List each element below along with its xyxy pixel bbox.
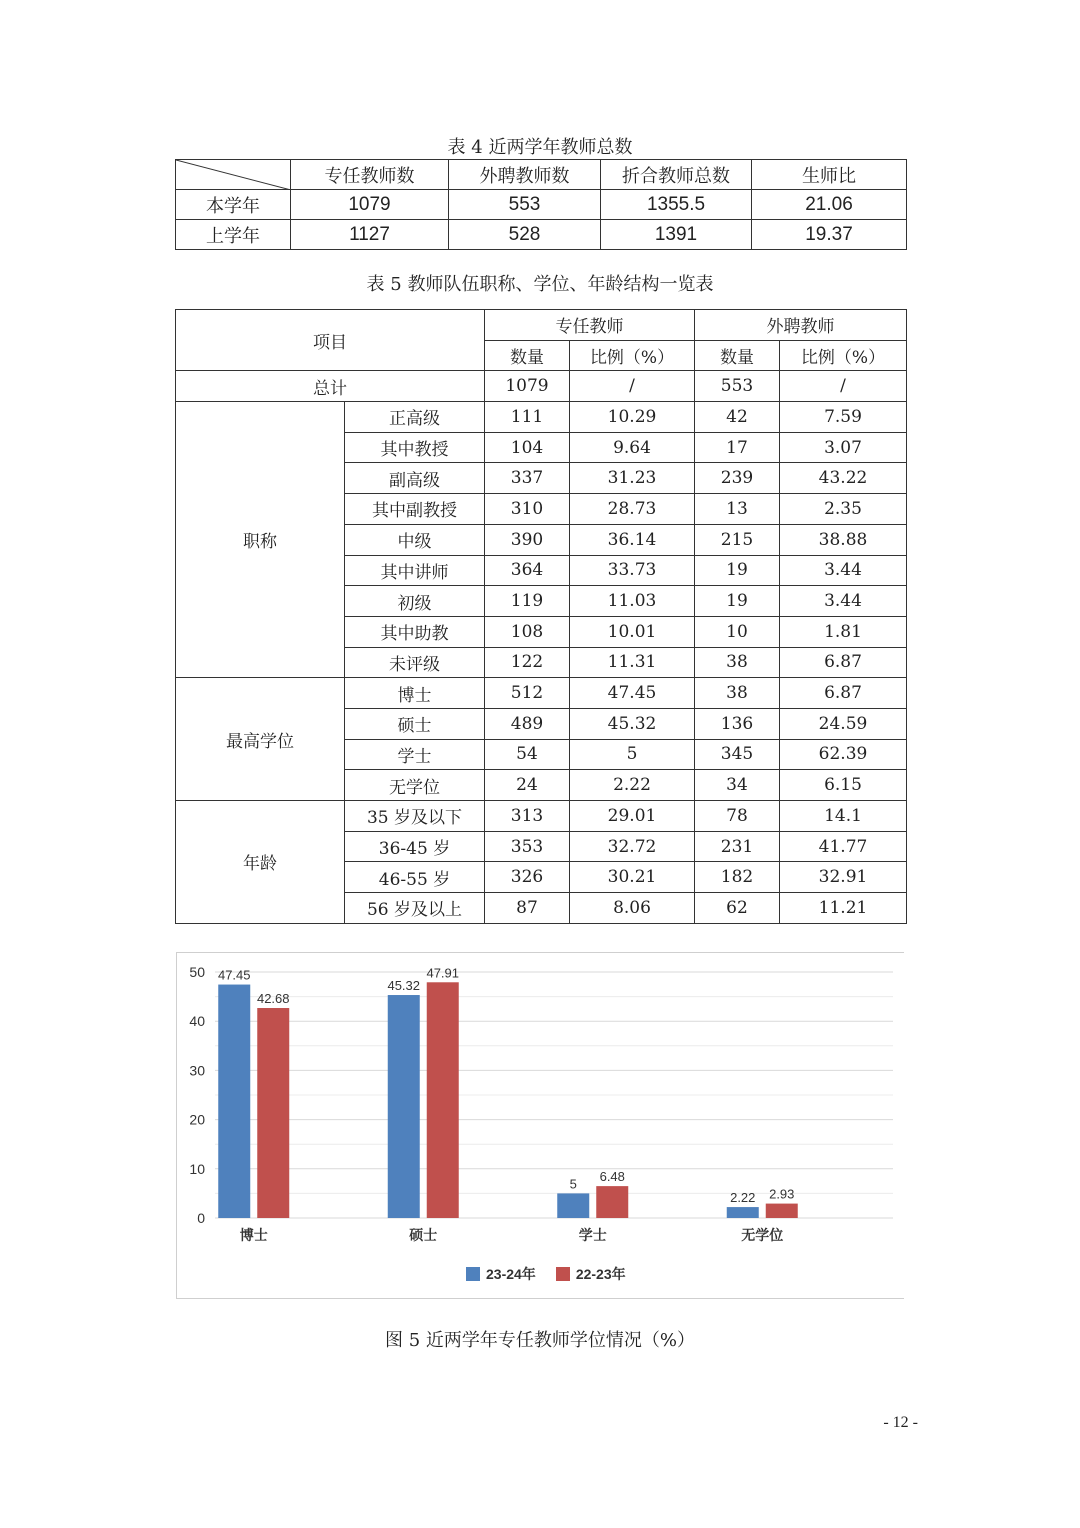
table-cell: 10.29 xyxy=(570,402,695,433)
degree-bar-chart-svg xyxy=(177,953,904,1298)
table-cell: 19 xyxy=(695,586,780,617)
table-cell: 326 xyxy=(485,862,570,893)
table-cell: 528 xyxy=(449,220,601,250)
header-ratio: 比例（%） xyxy=(570,340,695,371)
table-cell: 21.06 xyxy=(752,190,907,220)
table-cell: 512 xyxy=(485,678,570,709)
section-label: 职称 xyxy=(176,402,345,678)
header-count: 数量 xyxy=(695,340,780,371)
header-fulltime: 专任教师 xyxy=(485,310,695,341)
header-count: 数量 xyxy=(485,340,570,371)
table-cell: 24.59 xyxy=(780,708,907,739)
y-tick-label: 20 xyxy=(189,1111,205,1128)
table-cell: 14.1 xyxy=(780,801,907,832)
y-tick-label: 40 xyxy=(189,1013,205,1030)
table-cell: 337 xyxy=(485,463,570,494)
table-cell: 10 xyxy=(695,616,780,647)
table-cell: 19.37 xyxy=(752,220,907,250)
table-row xyxy=(176,801,907,832)
table-cell: 122 xyxy=(485,647,570,678)
teacher-total-table xyxy=(175,159,907,250)
table-cell: 3.07 xyxy=(780,432,907,463)
teacher-structure-table xyxy=(175,309,907,924)
table-cell: 5 xyxy=(570,739,695,770)
data-label: 47.91 xyxy=(426,965,460,981)
table-cell: 2.35 xyxy=(780,494,907,525)
table-cell: 3.44 xyxy=(780,586,907,617)
table-cell: 111 xyxy=(485,402,570,433)
table-cell: 1391 xyxy=(601,220,752,250)
table-cell: 24 xyxy=(485,770,570,801)
chart-legend xyxy=(466,1264,626,1284)
table-cell: 215 xyxy=(695,524,780,555)
row-label: 56 岁及以上 xyxy=(345,893,485,924)
row-label: 正高级 xyxy=(345,402,485,433)
table-cell: 1355.5 xyxy=(601,190,752,220)
table-cell: 7.59 xyxy=(780,402,907,433)
table-cell: 11.03 xyxy=(570,586,695,617)
table-cell: 36.14 xyxy=(570,524,695,555)
table-cell: 239 xyxy=(695,463,780,494)
table-cell: / xyxy=(780,371,907,402)
bar-series-1 xyxy=(557,1193,589,1218)
row-label: 博士 xyxy=(345,678,485,709)
degree-chart xyxy=(176,952,904,1299)
x-category-label: 学士 xyxy=(578,1228,607,1244)
table-cell: 390 xyxy=(485,524,570,555)
table-cell: 34 xyxy=(695,770,780,801)
table-cell: 11.21 xyxy=(780,893,907,924)
row-label: 其中教授 xyxy=(345,432,485,463)
table-cell: 1.81 xyxy=(780,616,907,647)
data-label: 5 xyxy=(569,1176,577,1192)
table-cell: 31.23 xyxy=(570,463,695,494)
table-cell: 8.06 xyxy=(570,893,695,924)
row-label: 初级 xyxy=(345,586,485,617)
data-label: 6.48 xyxy=(599,1169,625,1185)
data-label: 47.45 xyxy=(217,967,251,983)
table-cell: 62.39 xyxy=(780,739,907,770)
table-cell: 310 xyxy=(485,494,570,525)
table-cell: 2.22 xyxy=(570,770,695,801)
row-label: 其中讲师 xyxy=(345,555,485,586)
row-label: 46-55 岁 xyxy=(345,862,485,893)
table-cell: 19 xyxy=(695,555,780,586)
bar-series-2 xyxy=(766,1204,798,1218)
header-item: 项目 xyxy=(176,310,485,371)
y-tick-label: 10 xyxy=(189,1160,205,1177)
table-cell: 553 xyxy=(695,371,780,402)
row-label: 上学年 xyxy=(176,220,291,250)
table-cell: 47.45 xyxy=(570,678,695,709)
bar-series-1 xyxy=(388,995,420,1218)
table-cell: 87 xyxy=(485,893,570,924)
data-label: 45.32 xyxy=(387,978,421,994)
table-cell: 10.01 xyxy=(570,616,695,647)
row-label: 副高级 xyxy=(345,463,485,494)
section-label: 最高学位 xyxy=(176,678,345,801)
table-cell: 13 xyxy=(695,494,780,525)
table-cell: 1079 xyxy=(291,190,449,220)
table-cell: 6.87 xyxy=(780,647,907,678)
table-cell: 231 xyxy=(695,831,780,862)
legend-label-series-2: 22-23年 xyxy=(575,1266,626,1282)
table-cell: 32.72 xyxy=(570,831,695,862)
x-category-label: 硕士 xyxy=(409,1228,438,1244)
table5-caption: 表 5 教师队伍职称、学位、年龄结构一览表 xyxy=(366,274,714,295)
table4-caption: 表 4 近两学年教师总数 xyxy=(447,137,633,158)
table-row xyxy=(176,310,907,341)
header-ratio: 比例（%） xyxy=(780,340,907,371)
y-tick-label: 0 xyxy=(197,1210,205,1226)
table-cell: 489 xyxy=(485,708,570,739)
table-cell: 32.91 xyxy=(780,862,907,893)
row-label: 中级 xyxy=(345,524,485,555)
table-cell: 45.32 xyxy=(570,708,695,739)
table-cell: 11.31 xyxy=(570,647,695,678)
table-cell: 17 xyxy=(695,432,780,463)
table-row xyxy=(176,402,907,433)
header-external: 外聘教师 xyxy=(695,310,907,341)
data-label: 42.68 xyxy=(256,991,290,1007)
row-label: 其中副教授 xyxy=(345,494,485,525)
table-cell: 43.22 xyxy=(780,463,907,494)
table-cell: 78 xyxy=(695,801,780,832)
table-cell: / xyxy=(570,371,695,402)
legend-swatch-series-2 xyxy=(556,1267,570,1281)
table-cell: 41.77 xyxy=(780,831,907,862)
header-equivalent-total: 折合教师总数 xyxy=(601,160,752,190)
table-cell: 353 xyxy=(485,831,570,862)
table-cell: 136 xyxy=(695,708,780,739)
table-cell: 553 xyxy=(449,190,601,220)
bar-series-2 xyxy=(427,982,459,1218)
table-cell: 38 xyxy=(695,647,780,678)
header-fulltime-count: 专任教师数 xyxy=(291,160,449,190)
data-label: 2.22 xyxy=(730,1190,756,1206)
table-row xyxy=(176,371,907,402)
table-cell: 9.64 xyxy=(570,432,695,463)
table-cell: 28.73 xyxy=(570,494,695,525)
row-label: 其中助教 xyxy=(345,616,485,647)
legend-label-series-1: 23-24年 xyxy=(486,1266,536,1282)
section-label: 年龄 xyxy=(176,801,345,924)
x-category-label: 博士 xyxy=(239,1228,268,1244)
header-external-count: 外聘教师数 xyxy=(449,160,601,190)
table-cell: 29.01 xyxy=(570,801,695,832)
table-cell: 33.73 xyxy=(570,555,695,586)
row-label: 36-45 岁 xyxy=(345,831,485,862)
table-cell: 313 xyxy=(485,801,570,832)
table-cell: 364 xyxy=(485,555,570,586)
table-cell: 6.87 xyxy=(780,678,907,709)
table-cell: 30.21 xyxy=(570,862,695,893)
table-row xyxy=(176,678,907,709)
table-cell: 38 xyxy=(695,678,780,709)
table-cell: 345 xyxy=(695,739,780,770)
table-row xyxy=(176,220,907,250)
table-cell: 1079 xyxy=(485,371,570,402)
bar-series-2 xyxy=(596,1186,628,1218)
y-tick-label: 50 xyxy=(189,964,205,980)
table-cell: 42 xyxy=(695,402,780,433)
legend-swatch-series-1 xyxy=(466,1267,480,1281)
table-cell: 104 xyxy=(485,432,570,463)
data-label: 2.93 xyxy=(769,1186,795,1202)
table-cell: 3.44 xyxy=(780,555,907,586)
row-label: 本学年 xyxy=(176,190,291,220)
figure-caption: 图 5 近两学年专任教师学位情况（%） xyxy=(385,1330,695,1351)
row-label: 学士 xyxy=(345,739,485,770)
y-tick-label: 30 xyxy=(189,1062,205,1079)
total-label: 总计 xyxy=(176,371,485,402)
row-label: 未评级 xyxy=(345,647,485,678)
page-number: - 12 - xyxy=(883,1414,918,1431)
table-cell: 6.15 xyxy=(780,770,907,801)
header-student-teacher-ratio: 生师比 xyxy=(752,160,907,190)
bar-series-2 xyxy=(257,1008,289,1218)
row-label: 35 岁及以下 xyxy=(345,801,485,832)
table-cell: 182 xyxy=(695,862,780,893)
row-label: 无学位 xyxy=(345,770,485,801)
diagonal-header-cell xyxy=(176,160,291,190)
table-cell: 38.88 xyxy=(780,524,907,555)
table-row xyxy=(176,190,907,220)
table-cell: 54 xyxy=(485,739,570,770)
bar-series-1 xyxy=(218,985,250,1218)
bar-series-1 xyxy=(727,1207,759,1218)
table-cell: 62 xyxy=(695,893,780,924)
row-label: 硕士 xyxy=(345,708,485,739)
x-category-label: 无学位 xyxy=(741,1228,784,1244)
table-cell: 1127 xyxy=(291,220,449,250)
table-cell: 119 xyxy=(485,586,570,617)
table-cell: 108 xyxy=(485,616,570,647)
